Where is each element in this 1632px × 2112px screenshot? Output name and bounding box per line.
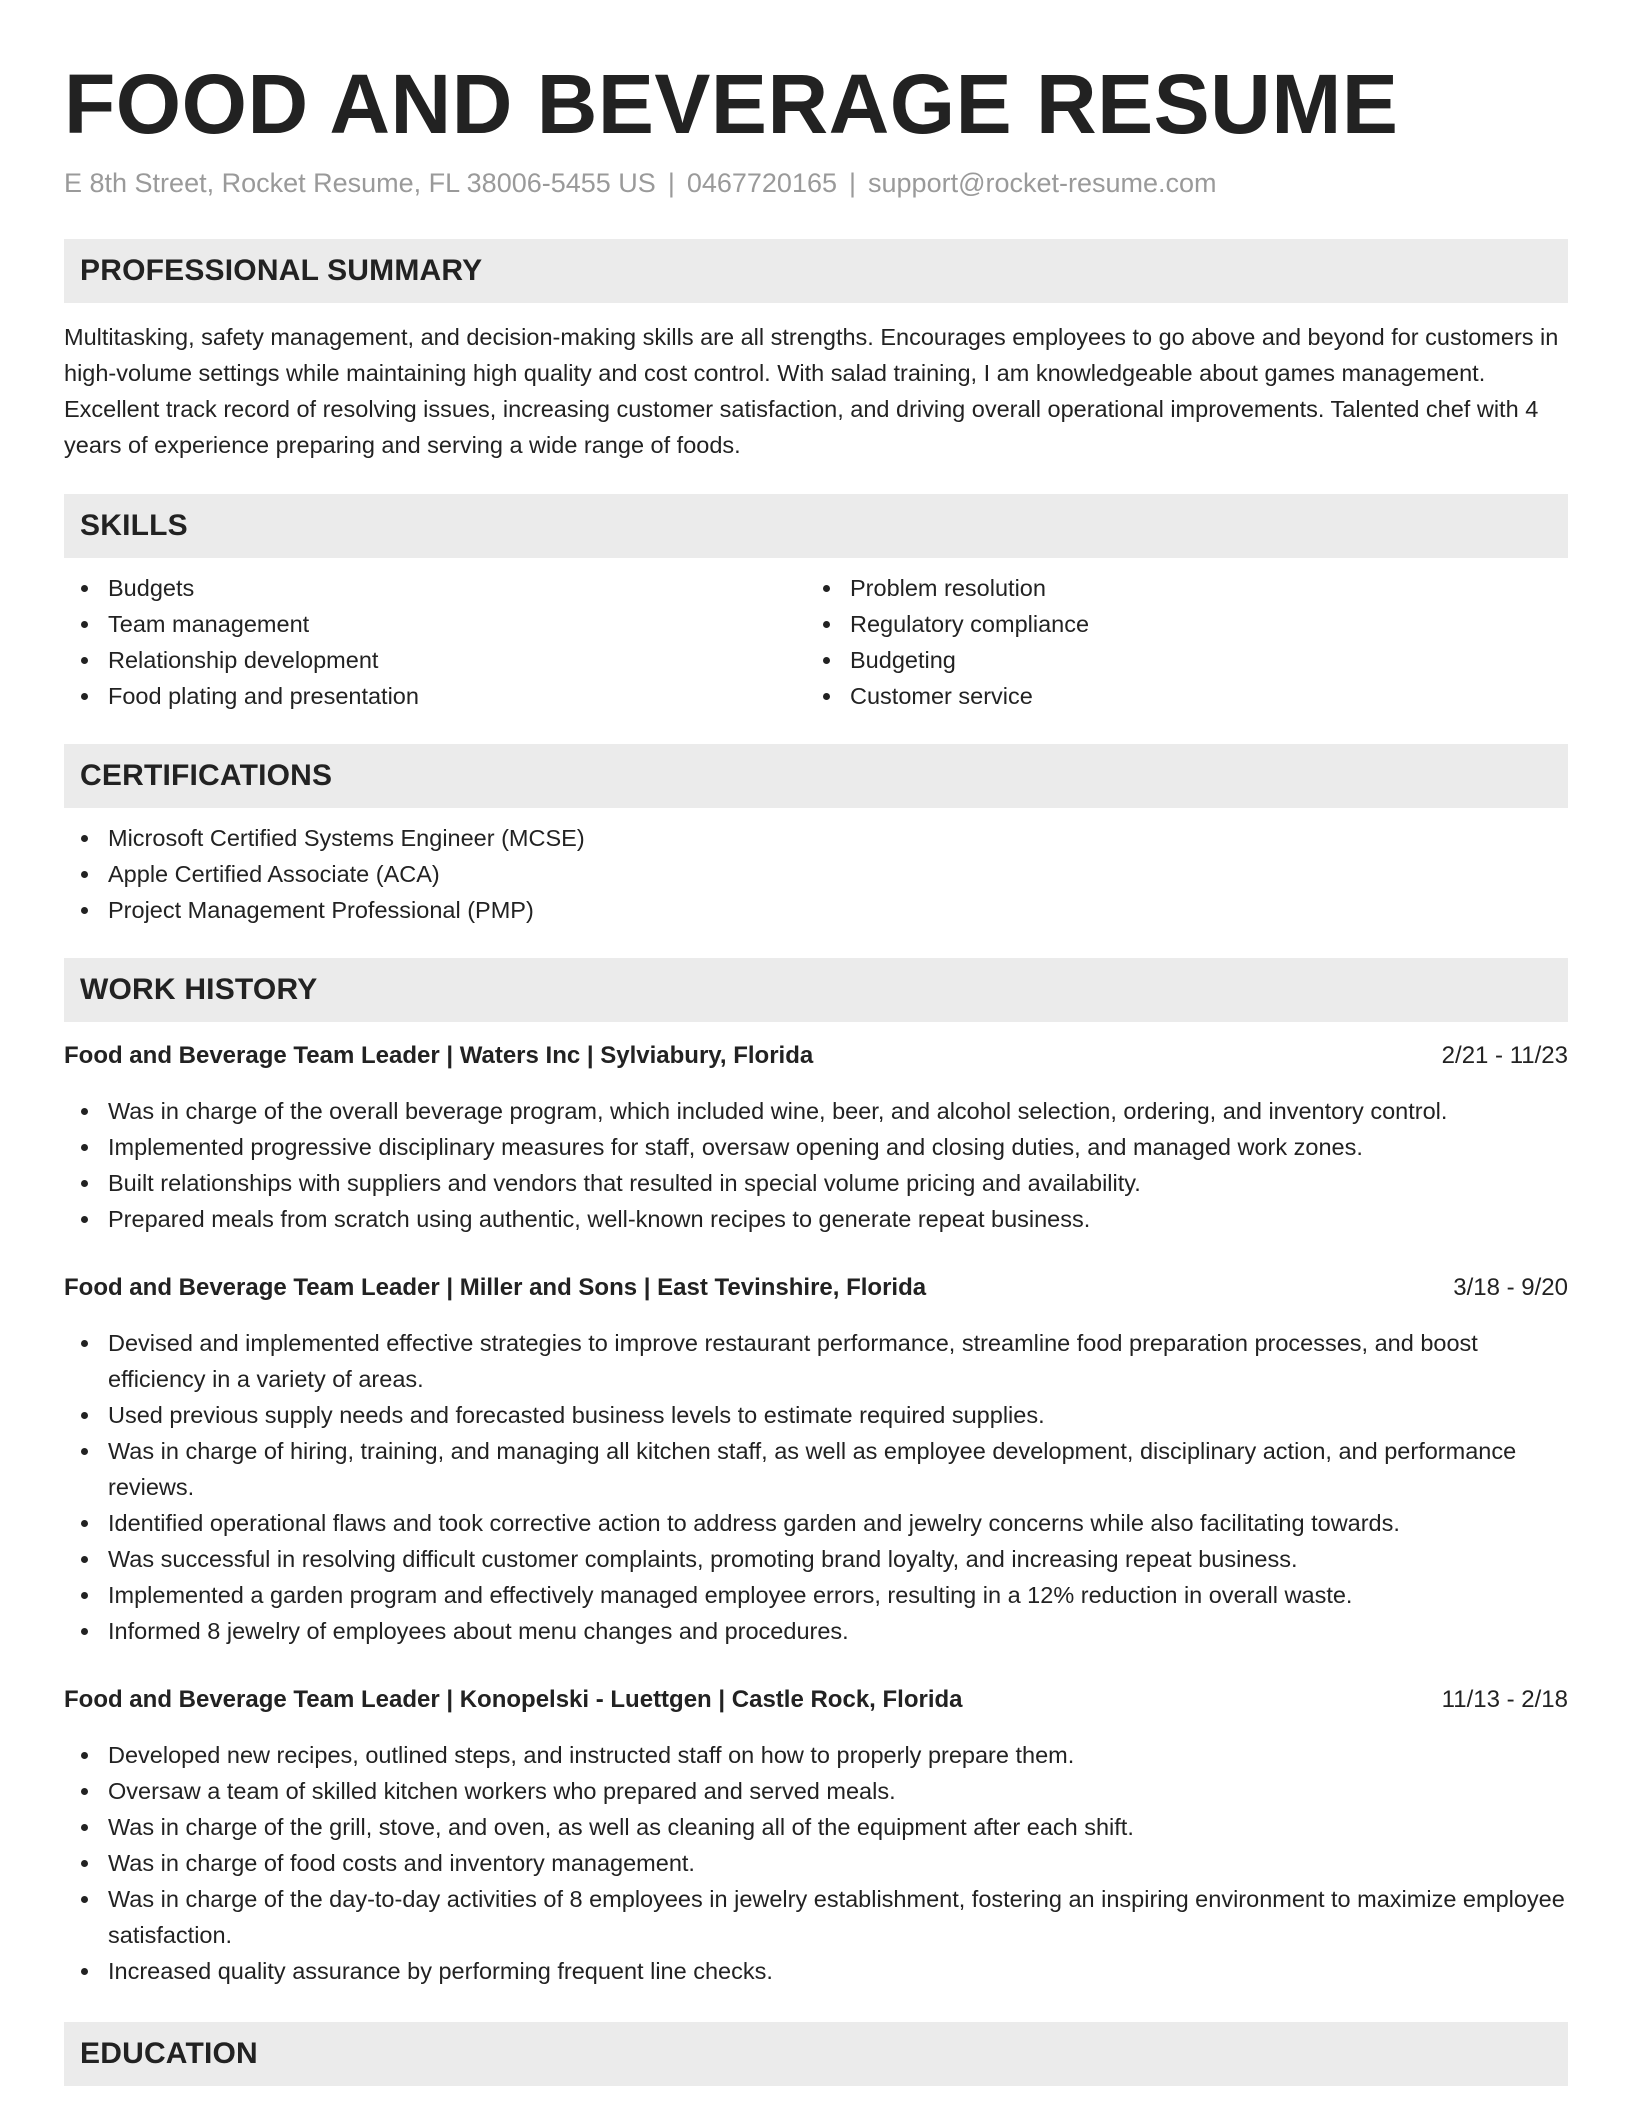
- certification-item: Apple Certified Associate (ACA): [64, 856, 1568, 892]
- certification-item: Microsoft Certified Systems Engineer (MCSE): [64, 820, 1568, 856]
- contact-line: [64, 166, 1568, 200]
- job-bullet: Was in charge of hiring, training, and managing all kitchen staff, as well as employee development, disciplinary action, and performance reviews.: [64, 1433, 1568, 1505]
- job-bullets: [64, 1325, 1568, 1649]
- section-heading-certifications: CERTIFICATIONS: [64, 744, 1568, 808]
- job-bullets: [64, 1737, 1568, 1989]
- job-dates: 3/18 - 9/20: [1453, 1274, 1568, 1301]
- section-heading-work-history: WORK HISTORY: [64, 958, 1568, 1022]
- contact-separator: |: [667, 168, 675, 198]
- certifications-list: [64, 820, 1568, 928]
- skills-list: [64, 570, 1568, 714]
- job-bullet: Was in charge of food costs and inventory management.: [64, 1845, 1568, 1881]
- skills-column-right: [806, 570, 1548, 714]
- job-dates: 2/21 - 11/23: [1441, 1042, 1568, 1069]
- contact-separator: |: [849, 168, 857, 198]
- job-bullet: Implemented progressive disciplinary measures for staff, oversaw opening and closing duties, and managed work zones.: [64, 1129, 1568, 1165]
- job-header: [64, 1682, 1568, 1718]
- job-bullet: Oversaw a team of skilled kitchen workers who prepared and served meals.: [64, 1773, 1568, 1809]
- skill-item: Food plating and presentation: [64, 678, 806, 714]
- skill-item: Budgets: [64, 570, 806, 606]
- job-title: Food and Beverage Team Leader | Miller and Sons | East Tevinshire, Florida: [64, 1274, 927, 1301]
- job-bullet: Prepared meals from scratch using authentic, well-known recipes to generate repeat business.: [64, 1201, 1568, 1237]
- job-bullet: Was in charge of the day-to-day activities of 8 employees in jewelry establishment, fostering an inspiring environment to maximize employee satisfaction.: [64, 1881, 1568, 1953]
- resume-title: FOOD AND BEVERAGE RESUME: [64, 57, 1399, 151]
- job-bullet: Built relationships with suppliers and vendors that resulted in special volume pricing and availability.: [64, 1165, 1568, 1201]
- job-bullet: Developed new recipes, outlined steps, and instructed staff on how to properly prepare them.: [64, 1737, 1568, 1773]
- section-heading-education: EDUCATION: [64, 2022, 1568, 2086]
- job-bullet: Was in charge of the grill, stove, and oven, as well as cleaning all of the equipment after each shift.: [64, 1809, 1568, 1845]
- job-bullet: Used previous supply needs and forecasted business levels to estimate required supplies.: [64, 1397, 1568, 1433]
- job-bullet: Informed 8 jewelry of employees about menu changes and procedures.: [64, 1613, 1568, 1649]
- job-header: [64, 1038, 1568, 1074]
- skills-column-left: [64, 570, 806, 714]
- contact-phone: 0467720165: [686, 168, 837, 198]
- contact-email: support@rocket-resume.com: [868, 168, 1217, 198]
- job-bullet: Devised and implemented effective strategies to improve restaurant performance, streamline food preparation processes, and boost efficiency in a variety of areas.: [64, 1325, 1568, 1397]
- job-title: Food and Beverage Team Leader | Waters Inc | Sylviabury, Florida: [64, 1042, 814, 1069]
- job-bullet: Was in charge of the overall beverage program, which included wine, beer, and alcohol selection, ordering, and inventory control.: [64, 1093, 1568, 1129]
- job-bullets: [64, 1093, 1568, 1237]
- job-entry: [64, 1038, 1568, 1237]
- skill-item: Regulatory compliance: [806, 606, 1548, 642]
- skill-item: Customer service: [806, 678, 1548, 714]
- job-dates: 11/13 - 2/18: [1441, 1686, 1568, 1713]
- job-entry: [64, 1682, 1568, 1989]
- job-bullet: Implemented a garden program and effectively managed employee errors, resulting in a 12% reduction in overall waste.: [64, 1577, 1568, 1613]
- section-heading-skills: SKILLS: [64, 494, 1568, 558]
- skill-item: Problem resolution: [806, 570, 1548, 606]
- section-heading-summary: PROFESSIONAL SUMMARY: [64, 239, 1568, 303]
- job-header: [64, 1270, 1568, 1306]
- job-bullet: Was successful in resolving difficult customer complaints, promoting brand loyalty, and increasing repeat business.: [64, 1541, 1568, 1577]
- skill-item: Team management: [64, 606, 806, 642]
- summary-text: Multitasking, safety management, and decision-making skills are all strengths. Encourages employees to go above and beyond for customers in high-volume settings while maintaining high quality and cost control. With salad training, I am knowledgeable about games management. Excellent track record of resolving issues, increasing customer satisfaction, and driving overall operational improvements. Talented chef with 4 years of experience preparing and serving a wide range of foods.: [64, 324, 1559, 458]
- certification-item: Project Management Professional (PMP): [64, 892, 1568, 928]
- job-bullet: Identified operational flaws and took corrective action to address garden and jewelry concerns while also facilitating towards.: [64, 1505, 1568, 1541]
- job-entry: [64, 1270, 1568, 1649]
- job-bullet: Increased quality assurance by performing frequent line checks.: [64, 1953, 1568, 1989]
- skill-item: Relationship development: [64, 642, 806, 678]
- contact-address: E 8th Street, Rocket Resume, FL 38006-5455 US: [64, 168, 656, 198]
- skill-item: Budgeting: [806, 642, 1548, 678]
- job-title: Food and Beverage Team Leader | Konopelski - Luettgen | Castle Rock, Florida: [64, 1686, 963, 1713]
